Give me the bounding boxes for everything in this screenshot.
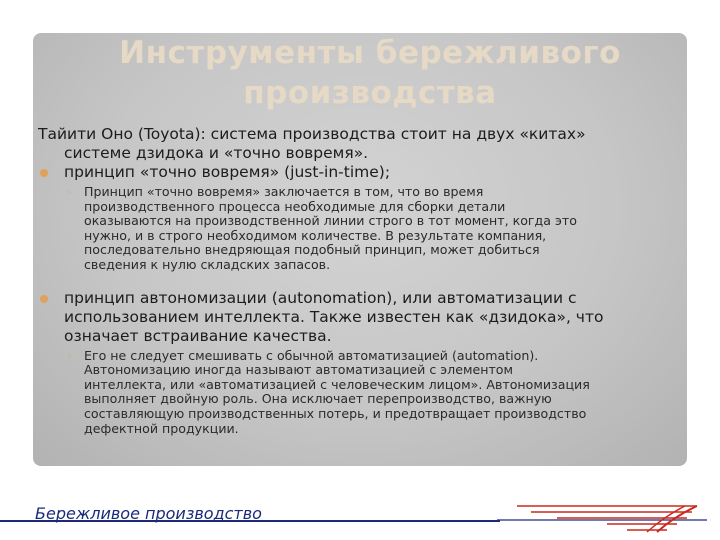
- sub-bullet-just-in-time: [38, 185, 688, 273]
- slide-body: [38, 125, 688, 436]
- sub-line: оказываются на производственной линии строго в тот момент, когда это: [84, 213, 577, 229]
- sub-line: Принцип «точно вовремя» заключается в том, что во время: [84, 184, 484, 199]
- sub-line: Его не следует смешивать с обычной автоматизацией (automation).: [84, 347, 539, 363]
- sub-line: составляющую производственных потерь, и предотвращает производство: [84, 405, 587, 421]
- sub-line: последовательно внедряющая подобный принцип, может добиться: [84, 242, 540, 258]
- bullet-line: означает встраивание качества.: [64, 326, 332, 345]
- intro-line-2: системе дзидока и «точно вовремя».: [64, 144, 369, 162]
- sub-line: производственного процесса необходимые для сборки детали: [84, 198, 506, 214]
- bullet-text: принцип «точно вовремя» (just-in-time);: [64, 163, 391, 181]
- ring-bullet-icon: ◦: [66, 349, 73, 363]
- bullet-just-in-time: [38, 163, 688, 182]
- sub-line: сведения к нулю складских запасов.: [84, 256, 331, 272]
- sub-line: выполняет двойную роль. Она исключает перепроизводство, важную: [84, 391, 552, 407]
- intro-line-1: Тайити Оно (Toyota): система производства стоит на двух «китах»: [38, 125, 586, 143]
- ring-bullet-icon: ◦: [66, 186, 73, 199]
- intro-paragraph: [38, 125, 688, 163]
- footer-title: Бережливое производство: [35, 504, 262, 523]
- sub-line: Автономизацию иногда называют автоматизацией с элементом: [84, 362, 514, 378]
- bullet-line: принцип автономизации (autonomation), или автоматизации с: [64, 288, 577, 307]
- bullet-autonomation: [38, 289, 688, 346]
- sub-line: интеллекта, или «автоматизацией с человеческим лицом». Автономизация: [84, 376, 590, 392]
- bullet-dot-icon: [40, 295, 48, 303]
- bullet-line: использованием интеллекта. Также известен как «дзидока», что: [64, 307, 604, 326]
- sub-bullet-autonomation: [38, 349, 688, 437]
- title-line-2: производства: [243, 75, 497, 111]
- sub-line: нужно, и в строго необходимом количестве. В результате компания,: [84, 227, 547, 243]
- sub-line: дефектной продукции.: [84, 420, 239, 436]
- rail-logo-icon: [497, 498, 707, 534]
- title-line-1: Инструменты бережливого: [119, 35, 621, 71]
- slide-title: [60, 33, 680, 113]
- bullet-dot-icon: [40, 169, 48, 177]
